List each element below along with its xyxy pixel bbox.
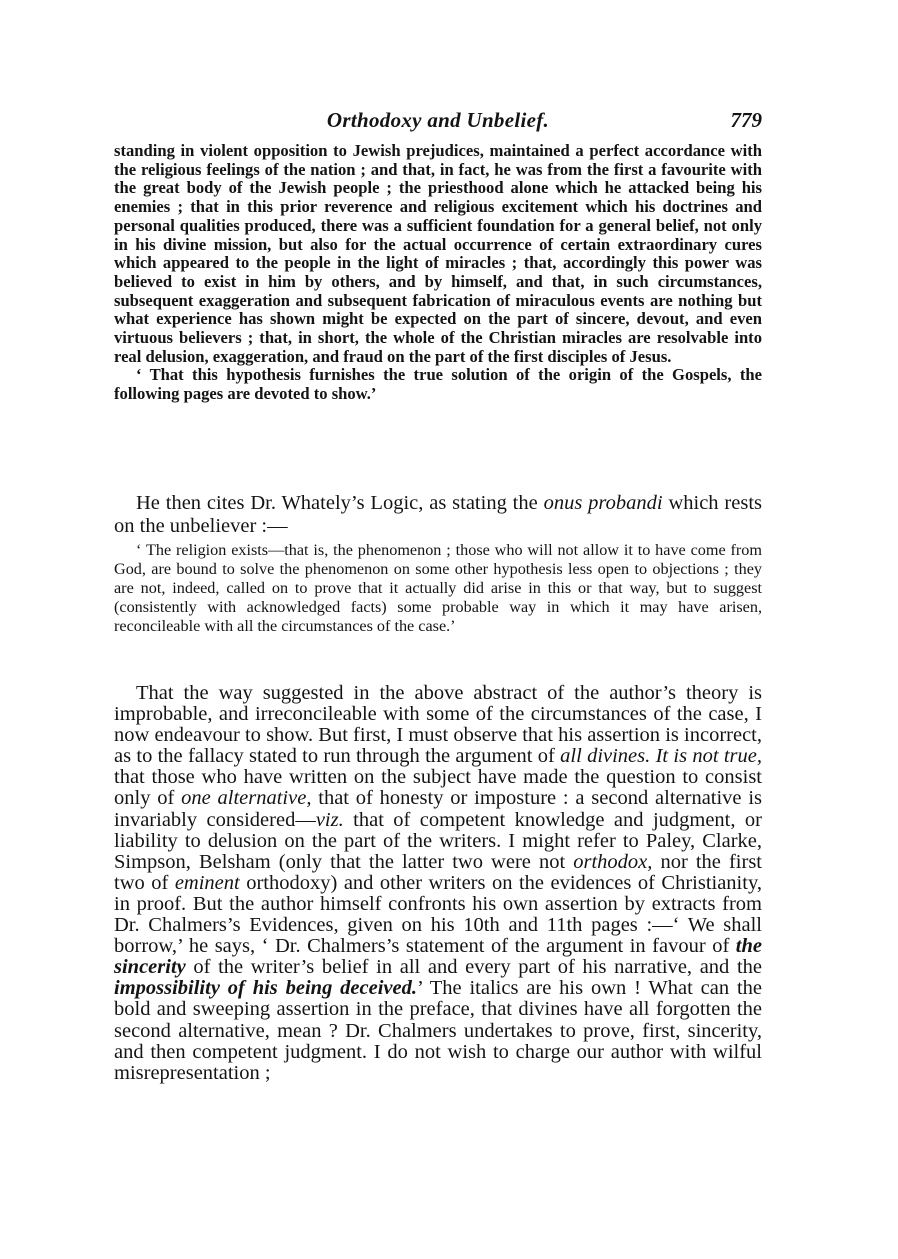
italic-phrase: impossibility of his being deceived. [114, 977, 417, 1000]
italic-phrase: viz. [315, 808, 344, 831]
page-number: 779 [730, 108, 762, 132]
quote-continuation [114, 142, 762, 404]
italic-phrase: all divines. [560, 745, 651, 768]
italic-phrase: onus probandi [543, 492, 663, 514]
running-head [114, 108, 762, 138]
paragraph: He then cites Dr. Whately’s Logic, as stating the onus probandi which rests on the unbeliever :— [114, 492, 762, 537]
italic-phrase: the sincerity [114, 935, 762, 979]
italic-phrase: orthodox, [573, 850, 653, 873]
quote-paragraph: standing in violent opposition to Jewish prejudices, maintained a perfect accordance with the religious feelings of the nation ; and that, in fact, he was from the first a favourite with the great body of the Jewish people ; the priesthood alone which he attacked being his enemies ; that in this prior reverence and religious excitement which his doctrines and personal qualities produced, there was a sufficient foundation for a general belief, not only in his divine mission, but also for the actual occurrence of certain extraordinary cures which appeared to the people in the light of miracles ; that, accordingly this power was believed to exist in him by others, and by himself, and that, in such circumstances, subsequent exaggeration and subsequent fabrication of miraculous events are nothing but what experience has shown might be expected on the part of sincere, devout, and even virtuous believers ; that, in short, the whole of the Christian miracles are resolvable into real delusion, exaggeration, and fraud on the part of the first disciples of Jesus. [114, 141, 762, 366]
paragraph: That the way suggested in the above abstract of the author’s theory is improbable, and irreconcileable with some of the circumstances of the case, I now endeavour to show. But first, I must observe that his assertion is incorrect, as to the fallacy stated to run through the argument of all divines. It is not true, that those who have written on the subject have made the question to consist only of one alternative, that of honesty or imposture : a second alternative is invariably considered—viz. that of competent knowledge and judgment, or liability to delusion on the part of the writers. I might refer to Paley, Clarke, Simpson, Belsham (only that the latter two were not orthodox, nor the first two of eminent orthodoxy) and other writers on the evidences of Christianity, in proof. But the author himself confronts his own assertion by extracts from Dr. Chalmers’s Evidences, given on his 10th and 11th pages :—‘ We shall borrow,’ he says, ‘ Dr. Chalmers’s statement of the argument in favour of the sincerity of the writer’s belief in all and every part of his narrative, and the impossibility of his being deceived.’ The italics are his own ! What can the bold and sweeping assertion in the preface, that divines have all forgotten the second alternative, mean ? Dr. Chalmers undertakes to prove, first, sincerity, and then competent judgment. I do not wish to charge our author with wilful misrepresentation ; [114, 682, 763, 1084]
italic-phrase: It is not true, [655, 745, 762, 768]
quote-paragraph: ‘ That this hypothesis furnishes the true solution of the origin of the Gospels, the following pages are devoted to show.’ [114, 365, 762, 404]
quote-paragraph: ‘ The religion exists—that is, the phenomenon ; those who will not allow it to have come from God, are bound to solve the phenomenon on some other hypothesis less open to objections ; they are not, indeed, called on to prove that it actually did arise in this or that way, but to suggest (consistently with acknowledged facts) some probable way in which it may have arisen, reconcileable with all the circumstances of the case.’ [114, 541, 762, 635]
main-paragraph [114, 683, 762, 1084]
italic-phrase: one alternative, [181, 787, 312, 810]
italic-phrase: eminent [174, 871, 240, 894]
running-title: Orthodoxy and Unbelief. [326, 108, 550, 132]
whately-quote [114, 541, 762, 636]
lead-paragraph [114, 492, 762, 538]
